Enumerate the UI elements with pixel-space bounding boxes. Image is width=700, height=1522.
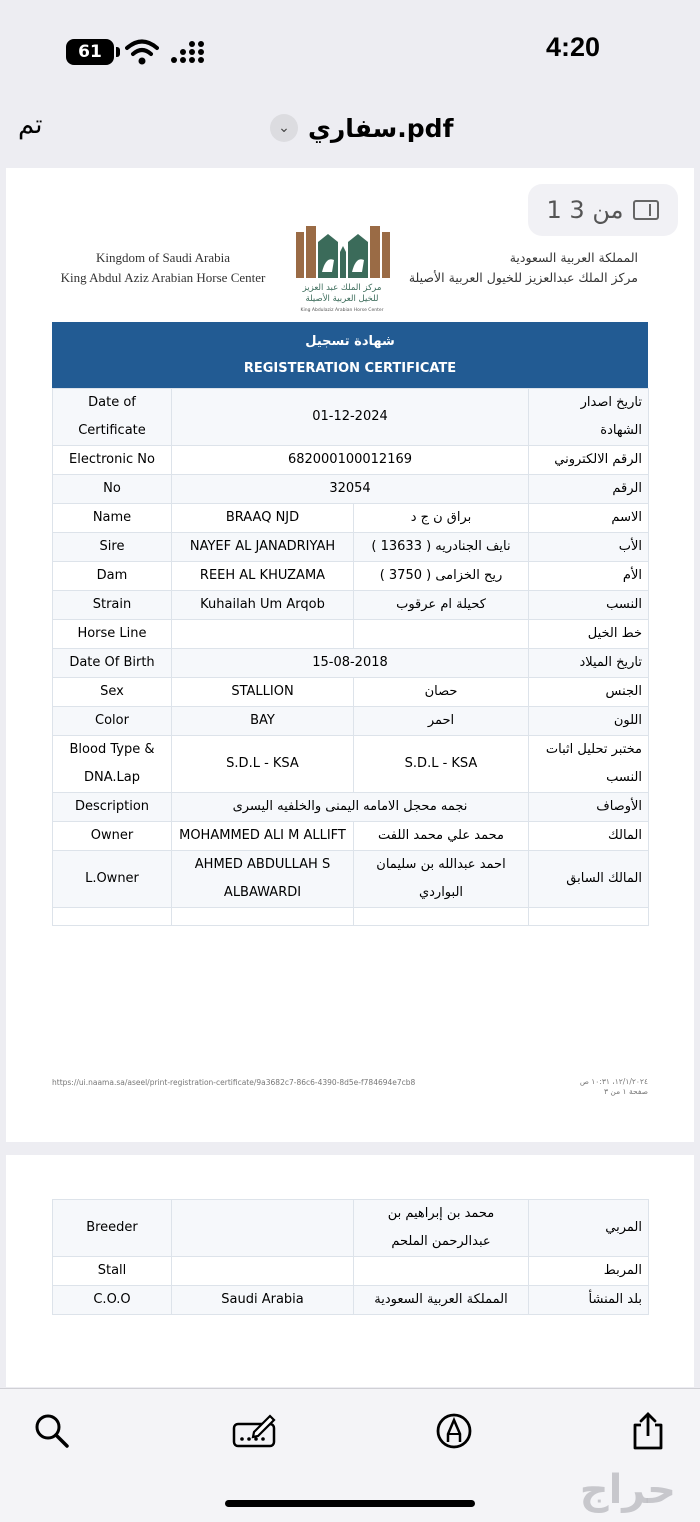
header-arabic bbox=[398, 248, 638, 288]
bottom-toolbar bbox=[0, 1388, 700, 1522]
document-title-menu[interactable] bbox=[270, 108, 453, 148]
markup-button[interactable] bbox=[434, 1411, 474, 1451]
logo-arabic-line1: مركز الملك عبد العزيز bbox=[302, 283, 382, 293]
table-row bbox=[53, 707, 649, 736]
certificate-title-band bbox=[52, 322, 648, 388]
field-value-ar: محمد علي محمد اللفت bbox=[354, 822, 529, 851]
search-icon bbox=[34, 1413, 70, 1449]
table-row bbox=[53, 389, 649, 446]
field-label-ar: المربي bbox=[529, 1200, 649, 1257]
field-value-en: NAYEF AL JANADRIYAH bbox=[172, 533, 354, 562]
field-value-ar: ريح الخزامى ( 3750 ) bbox=[354, 562, 529, 591]
horse-center-logo bbox=[292, 222, 392, 318]
field-label-ar: تاريخ اصدار الشهادة bbox=[529, 389, 649, 446]
footer-page-number: صفحة ١ من ٣ bbox=[604, 1087, 648, 1096]
field-value-en bbox=[172, 1257, 354, 1286]
field-value-en bbox=[172, 620, 354, 649]
wifi-icon bbox=[125, 38, 159, 66]
field-value-ar: S.D.L - KSA bbox=[354, 736, 529, 793]
table-row bbox=[53, 1200, 649, 1257]
empty-cell bbox=[53, 908, 172, 926]
field-value-ar: حصان bbox=[354, 678, 529, 707]
share-button[interactable] bbox=[628, 1411, 668, 1451]
footer-date bbox=[580, 1077, 648, 1097]
field-label-en: Electronic No bbox=[53, 446, 172, 475]
table-row bbox=[53, 562, 649, 591]
field-label-ar: الجنس bbox=[529, 678, 649, 707]
header-en-line1: Kingdom of Saudi Arabia bbox=[96, 250, 230, 265]
field-label-en: Strain bbox=[53, 591, 172, 620]
field-value-ar: المملكة العربية السعودية bbox=[354, 1286, 529, 1315]
field-label-en: C.O.O bbox=[53, 1286, 172, 1315]
nav-bar bbox=[0, 100, 700, 160]
field-label-en: Horse Line bbox=[53, 620, 172, 649]
table-row bbox=[53, 649, 649, 678]
battery-indicator: 61 bbox=[66, 39, 114, 65]
table-row bbox=[53, 1286, 649, 1315]
table-row bbox=[53, 822, 649, 851]
header-ar-line2: مركز الملك عبدالعزيز للخيول العربية الأصيلة bbox=[408, 270, 638, 285]
footer-url: https://ui.naama.sa/aseel/print-registration-certificate/9a3682c7-86c6-4390-8d5e-f784694e7cb8 bbox=[52, 1078, 416, 1087]
field-value-en: STALLION bbox=[172, 678, 354, 707]
home-indicator[interactable] bbox=[225, 1500, 475, 1507]
field-label-en: Blood Type & DNA.Lap bbox=[53, 736, 172, 793]
field-value-en: Saudi Arabia bbox=[172, 1286, 354, 1315]
logo-english-text: King Abdulaziz Arabian Horse Center bbox=[300, 308, 384, 313]
table-row-empty bbox=[53, 908, 649, 926]
field-value-en: BRAAQ NJD bbox=[172, 504, 354, 533]
table-row bbox=[53, 533, 649, 562]
field-label-ar: المالك bbox=[529, 822, 649, 851]
field-label-en: No bbox=[53, 475, 172, 504]
certificate-table bbox=[52, 388, 649, 926]
field-value: نجمه محجل الامامه اليمنى والخلفيه اليسرى bbox=[172, 793, 529, 822]
footer-print-date: ١٢/١/٢٠٢٤، ١٠:٣١ ص bbox=[579, 1077, 648, 1086]
cellular-signal-icon bbox=[170, 40, 206, 64]
field-value: 32054 bbox=[172, 475, 529, 504]
field-value-en bbox=[172, 1200, 354, 1257]
header-en-line2: King Abdul Aziz Arabian Horse Center bbox=[60, 270, 266, 285]
field-label-en: Owner bbox=[53, 822, 172, 851]
field-label-en: L.Owner bbox=[53, 851, 172, 908]
table-row bbox=[53, 1257, 649, 1286]
field-value: 682000100012169 bbox=[172, 446, 529, 475]
field-label-ar: الأب bbox=[529, 533, 649, 562]
field-label-en: Date Of Birth bbox=[53, 649, 172, 678]
field-label-en: Sex bbox=[53, 678, 172, 707]
field-label-en: Sire bbox=[53, 533, 172, 562]
header-ar-line1: المملكة العربية السعودية bbox=[509, 250, 638, 265]
share-icon bbox=[631, 1411, 665, 1451]
search-button[interactable] bbox=[32, 1411, 72, 1451]
chevron-down-icon[interactable]: ⌄ bbox=[270, 114, 298, 142]
clock: 4:20 bbox=[545, 32, 600, 62]
table-row bbox=[53, 793, 649, 822]
field-label-ar: النسب bbox=[529, 591, 649, 620]
field-value-ar: احمد عبدالله بن سليمان البواردي bbox=[354, 851, 529, 908]
field-value-en: BAY bbox=[172, 707, 354, 736]
field-value-en: MOHAMMED ALI M ALLIFT bbox=[172, 822, 354, 851]
certificate-title-en: REGISTERATION CERTIFICATE bbox=[243, 361, 457, 376]
table-row bbox=[53, 591, 649, 620]
table-row bbox=[53, 475, 649, 504]
field-label-ar: خط الخيل bbox=[529, 620, 649, 649]
keyboard-pencil-icon bbox=[232, 1414, 276, 1448]
document-title: سفاري.pdf bbox=[308, 113, 454, 143]
field-label-ar: اللون bbox=[529, 707, 649, 736]
keyboard-button[interactable] bbox=[231, 1411, 277, 1451]
field-label-ar: الأوصاف bbox=[529, 793, 649, 822]
field-value-en: REEH AL KHUZAMA bbox=[172, 562, 354, 591]
status-bar bbox=[0, 0, 700, 100]
field-label-en: Stall bbox=[53, 1257, 172, 1286]
done-button[interactable]: تم bbox=[18, 110, 43, 140]
field-label-ar: بلد المنشأ bbox=[529, 1286, 649, 1315]
field-value: 01-12-2024 bbox=[172, 389, 529, 446]
field-label-en: Date of Certificate bbox=[53, 389, 172, 446]
field-label-en: Dam bbox=[53, 562, 172, 591]
field-label-ar: المالك السابق bbox=[529, 851, 649, 908]
field-value-ar: احمر bbox=[354, 707, 529, 736]
field-value: 15-08-2018 bbox=[172, 649, 529, 678]
table-row bbox=[53, 736, 649, 793]
field-label-ar: مختبر تحليل اثبات النسب bbox=[529, 736, 649, 793]
table-row bbox=[53, 678, 649, 707]
certificate-header bbox=[52, 210, 648, 322]
field-label-en: Name bbox=[53, 504, 172, 533]
field-label-ar: الرقم bbox=[529, 475, 649, 504]
field-value-ar: محمد بن إبراهيم بن عبدالرحمن الملحم bbox=[354, 1200, 529, 1257]
field-value-ar: نايف الجنادريه ( 13633 ) bbox=[354, 533, 529, 562]
field-label-ar: الرقم الالكتروني bbox=[529, 446, 649, 475]
pdf-page-2[interactable] bbox=[6, 1155, 694, 1387]
page-indicator-label: 1 من 3 bbox=[546, 196, 624, 224]
pdf-page-1[interactable] bbox=[6, 168, 694, 1142]
logo-arabic-line2: للخيل العربية الأصيلة bbox=[305, 294, 379, 304]
field-label-ar: تاريخ الميلاد bbox=[529, 649, 649, 678]
field-value-ar: كحيلة ام عرقوب bbox=[354, 591, 529, 620]
field-label-ar: الأم bbox=[529, 562, 649, 591]
field-label-en: Color bbox=[53, 707, 172, 736]
haraj-watermark: حراج bbox=[579, 1467, 676, 1513]
empty-cell bbox=[172, 908, 354, 926]
empty-cell bbox=[354, 908, 529, 926]
field-value-en: Kuhailah Um Arqob bbox=[172, 591, 354, 620]
field-value-en: S.D.L - KSA bbox=[172, 736, 354, 793]
table-row bbox=[53, 504, 649, 533]
certificate-table-page2 bbox=[52, 1199, 649, 1315]
field-label-en: Description bbox=[53, 793, 172, 822]
table-row bbox=[53, 851, 649, 908]
field-value-ar bbox=[354, 620, 529, 649]
markup-pen-icon bbox=[435, 1412, 473, 1450]
header-english bbox=[52, 248, 274, 288]
field-label-en: Breeder bbox=[53, 1200, 172, 1257]
table-row bbox=[53, 620, 649, 649]
certificate-title-ar: شهادة تسجيل bbox=[305, 334, 395, 349]
field-value-ar: براق ن ج د bbox=[354, 504, 529, 533]
field-label-ar: المربط bbox=[529, 1257, 649, 1286]
field-label-ar: الاسم bbox=[529, 504, 649, 533]
field-value-en: AHMED ABDULLAH S ALBAWARDI bbox=[172, 851, 354, 908]
field-value-ar bbox=[354, 1257, 529, 1286]
table-row bbox=[53, 446, 649, 475]
empty-cell bbox=[529, 908, 649, 926]
